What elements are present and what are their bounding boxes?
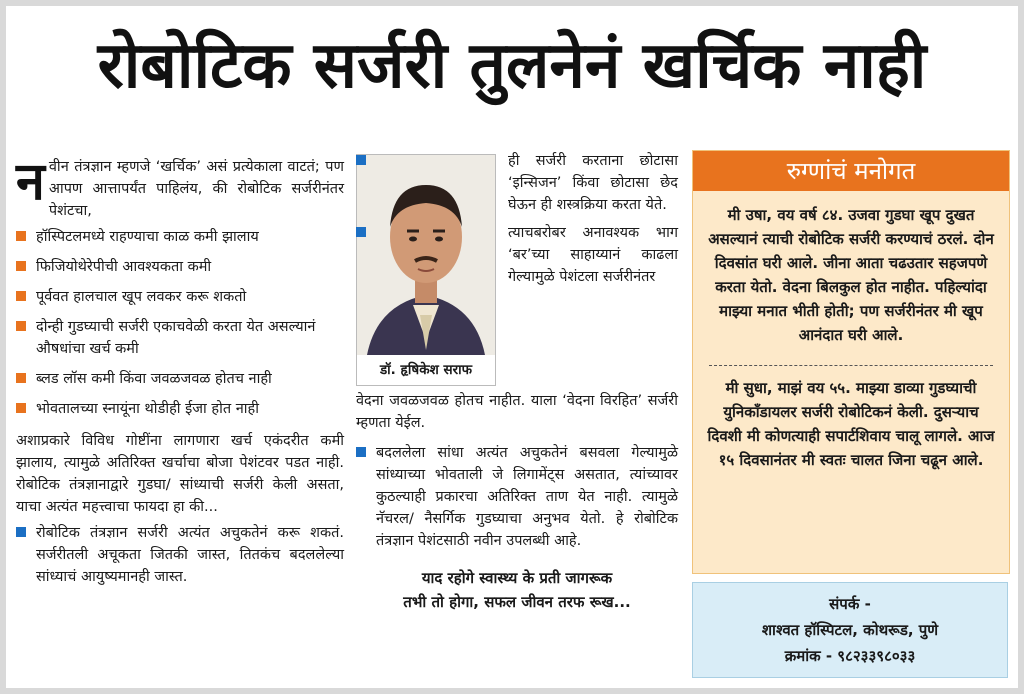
benefits-list — [16, 226, 344, 420]
list-item-text: त्याचबरोबर अनावश्यक भाग ‘बर’च्या साहाय्यानं काढला गेल्यामुळे पेशंटला सर्जरीनंतर — [508, 225, 678, 285]
cost-paragraph: अशाप्रकारे विविध गोष्टींना लागणारा खर्च एकंदरीत कमी झालाय, त्यामुळे अतिरिक्त खर्चाचा बोजा पेशंटवर पडत नाही. रोबोटिक तंत्रज्ञानाद्वारे गुडघा/ सांध्याची सर्जरी केली असता, याचा अत्यंत महत्त्वाचा फायदा हा की... — [16, 433, 344, 515]
list-item-text: पूर्ववत हालचाल खूप लवकर करू शकतो — [36, 289, 247, 305]
middle-bullets-bottom — [356, 442, 678, 552]
list-item — [16, 256, 344, 278]
orange-square-bullet-icon — [16, 291, 26, 301]
list-item-text: ही सर्जरी करताना छोटासा ‘इन्सिजन’ किंवा छोटासा छेद घेऊन ही शस्त्रक्रिया करता येते. — [508, 153, 678, 213]
list-item — [16, 286, 344, 308]
right-column — [692, 150, 1010, 678]
testimonials-box — [692, 150, 1010, 574]
blue-square-bullet-icon — [356, 227, 366, 237]
list-item-text: ब्लड लॉस कमी किंवा जवळजवळ होतच नाही — [36, 371, 272, 387]
list-item — [16, 398, 344, 420]
list-item — [16, 522, 344, 588]
newspaper-page — [6, 6, 1018, 688]
list-item — [356, 150, 678, 216]
contact-box — [692, 582, 1008, 678]
orange-square-bullet-icon — [16, 231, 26, 241]
dashed-divider — [709, 365, 993, 366]
precision-list — [16, 522, 344, 588]
slogan — [356, 566, 678, 614]
list-item — [356, 442, 678, 552]
bullet2-continuation: वेदना जवळजवळ होतच नाहीत. याला ‘वेदना विरहित’ सर्जरी म्हणता येईल. — [356, 393, 678, 431]
blue-square-bullet-icon — [356, 155, 366, 165]
list-item — [16, 316, 344, 360]
contact-label: संपर्क - — [829, 595, 871, 613]
blue-square-bullet-icon — [356, 447, 366, 457]
list-item-text: भोवतालच्या स्नायूंना थोडीही ईजा होत नाही — [36, 401, 259, 417]
testimonial: मी सुधा, माझं वय ५५. माझ्या डाव्या गुडघ्याची युनिकाँडायलर सर्जरी रोबोटिकनं केली. दुसऱ्याच दिवशी मी कोणत्याही सपार्टशिवाय चालू लागले. आज १५ दिवसानंतर मी स्वतः चालत जिना चढून आले. — [707, 379, 995, 469]
list-item — [16, 368, 344, 390]
slogan-line: याद रहोगे स्वास्थ्य के प्रती जागरूक — [421, 569, 613, 587]
orange-square-bullet-icon — [16, 373, 26, 383]
list-item-text: दोन्ही गुडघ्याची सर्जरी एकाचवेळी करता येत असल्यानं औषधांचा खर्च कमी — [36, 319, 316, 357]
headline: रोबोटिक सर्जरी तुलनेनं खर्चिक नाही — [97, 29, 927, 103]
list-item-text: रोबोटिक तंत्रज्ञान सर्जरी अत्यंत अचुकतेनं करू शकतं. सर्जरीतली अचूकता जितकी जास्त, तितकंच बदललेल्या सांध्याचं आयुष्यमानही जास्त. — [36, 525, 344, 585]
orange-square-bullet-icon — [16, 261, 26, 271]
left-column — [16, 152, 344, 592]
middle-bottom — [356, 390, 678, 614]
intro-text: वीन तंत्रज्ञान म्हणजे ‘खर्चिक’ असं प्रत्येकाला वाटतं; पण आपण आत्तापर्यंत पाहिलंय, की रोबोटिक सर्जरीनंतर पेशंटचा, — [48, 159, 344, 219]
blue-square-bullet-icon — [16, 527, 26, 537]
contact-number: क्रमांक - ९८२३३९८०३३ — [784, 647, 916, 665]
orange-square-bullet-icon — [16, 403, 26, 413]
drop-cap: न — [16, 152, 45, 212]
orange-square-bullet-icon — [16, 321, 26, 331]
middle-column — [356, 150, 678, 614]
list-item-text: हॉस्पिटलमध्ये राहण्याचा काळ कमी झालाय — [36, 229, 259, 245]
testimonials-title: रुग्णांचं मनोगत — [693, 151, 1009, 191]
contact-hospital: शाश्वत हॉस्पिटल, कोथरूड, पुणे — [761, 621, 939, 639]
intro-paragraph — [16, 152, 344, 222]
testimonial: मी उषा, वय वर्ष ८४. उजवा गुडघा खूप दुखत असल्यानं त्याची रोबोटिक सर्जरी करण्याचं ठरलं. दोन दिवसांत घरी आले. जीना आता चढउतार सहजपणे करता येतो. वेदना बिलकुल होत नाहीत. पहिल्यांदा माझ्या मनात भीती होती; पण सर्जरीनंतर मी खूप आनंदात घरी आले. — [708, 206, 994, 344]
list-item — [356, 222, 678, 288]
list-item-text: फिजियोथेरेपीची आवश्यकता कमी — [36, 259, 212, 275]
list-item — [16, 226, 344, 248]
list-item-text: बदललेला सांधा अत्यंत अचुकतेनं बसवला गेल्यामुळे सांध्याच्या भोवताली जे लिगामेंट्स असतात, त्यांच्यावर कुठल्याही प्रकारचा अतिरिक्त ताण येत नाही. त्यामुळे नॅचरल/ नैसर्गिक गुडघ्याचा अनुभव येतो. हे रोबोटिक तंत्रज्ञान पेशंटसाठी नवीन उपलब्धी आहे. — [376, 445, 678, 549]
slogan-line: तभी तो होगा, सफल जीवन तरफ रूख... — [403, 593, 631, 611]
photo-caption: डॉ. हृषिकेश सराफ — [357, 355, 495, 385]
